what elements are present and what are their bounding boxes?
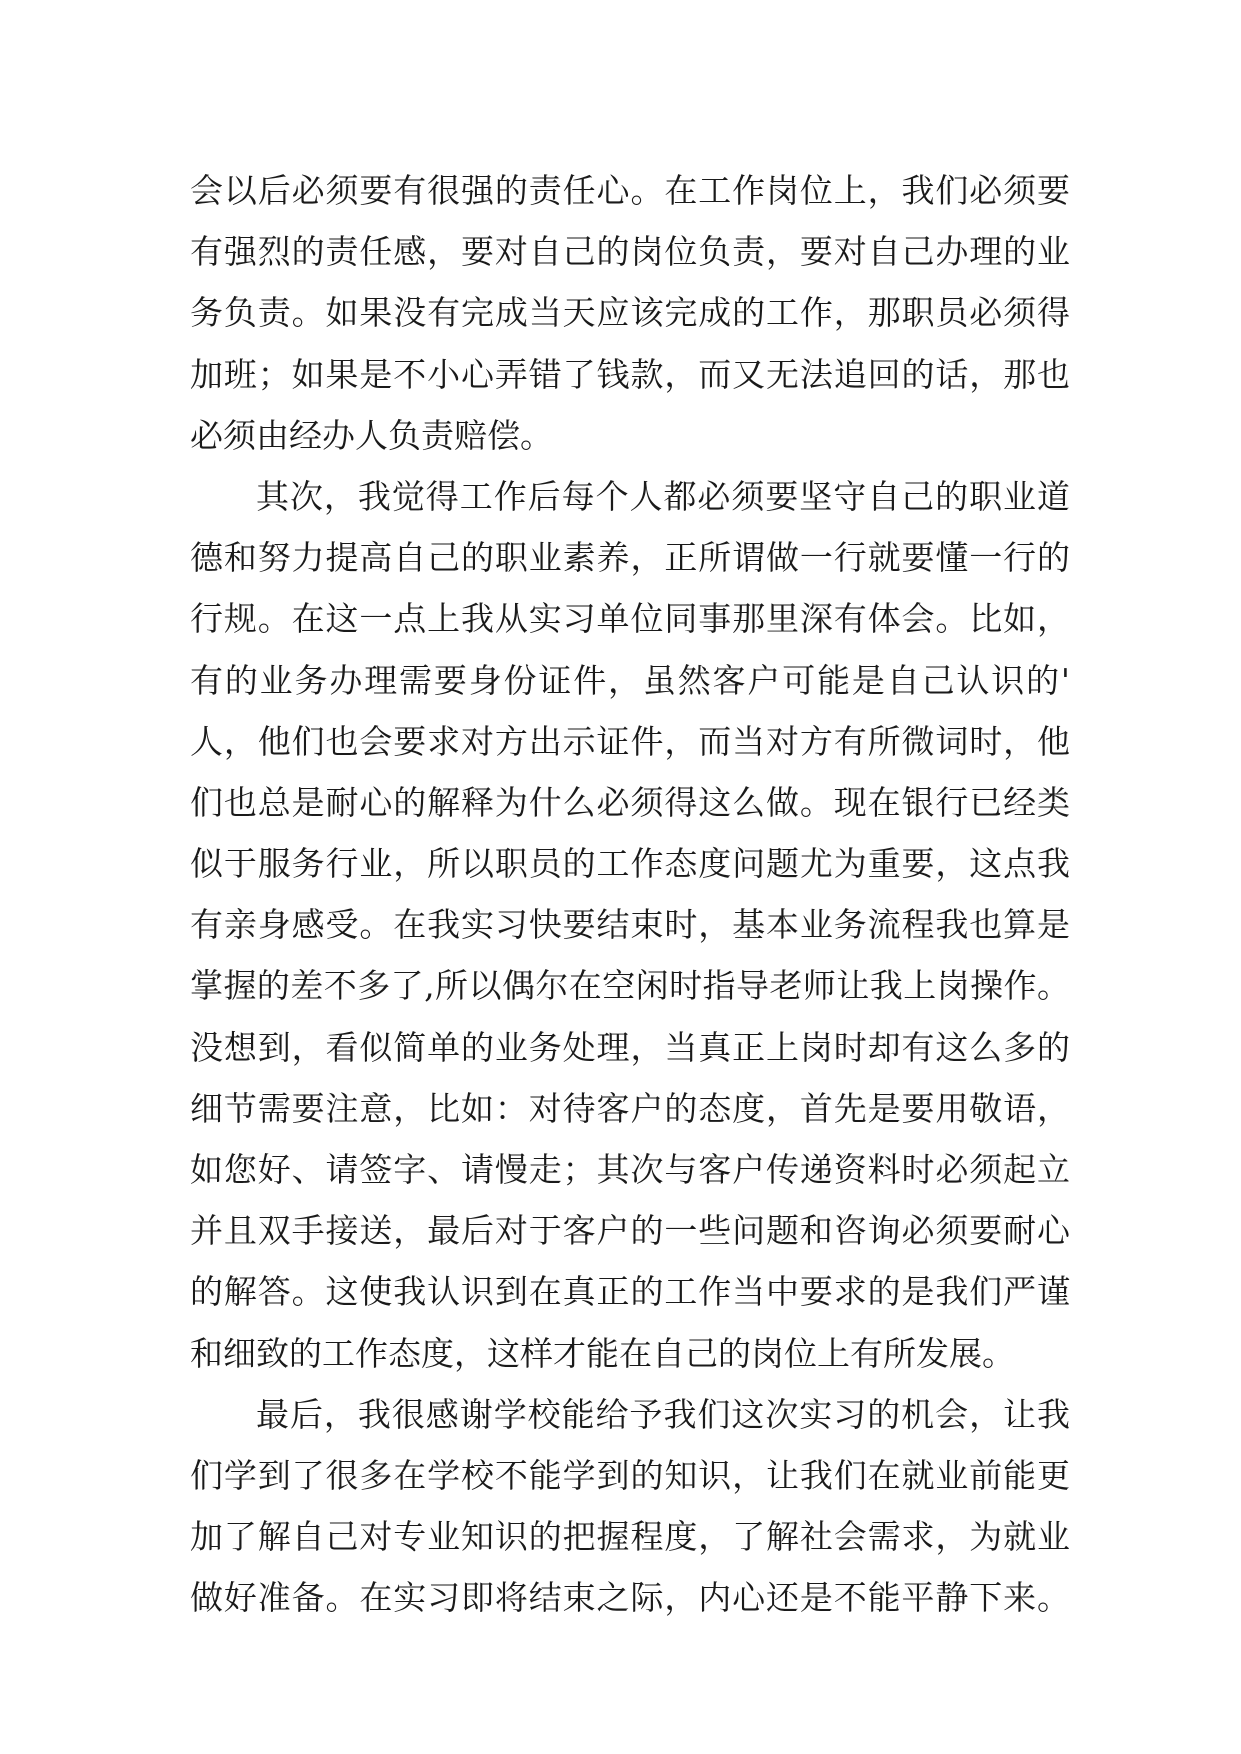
document-page	[190, 160, 1070, 1629]
text-line: 有强烈的责任感，要对自己的岗位负责，要对自己办理的业	[190, 232, 1070, 272]
text-line: 会以后必须要有很强的责任心。在工作岗位上，我们必须要	[190, 171, 1070, 210]
text-line: 最后，我很感谢学校能给予我们这次实习的机会，让我	[256, 1394, 1070, 1434]
text-line: 有的业务办理需要身份证件，虽然客户可能是自己认识的'	[190, 660, 1070, 700]
text-line: 似于服务行业，所以职员的工作态度问题尤为重要，这点我	[190, 844, 1070, 884]
text-line: 其次，我觉得工作后每个人都必须要坚守自己的职业道	[256, 476, 1070, 516]
text-line: 们学到了很多在学校不能学到的知识，让我们在就业前能更	[190, 1455, 1070, 1495]
text-line: 加了解自己对专业知识的把握程度，了解社会需求，为就业	[190, 1517, 1070, 1557]
text-line: 必须由经办人负责赔偿。	[190, 415, 553, 455]
text-line: 的解答。这使我认识到在真正的工作当中要求的是我们严谨	[190, 1272, 1070, 1312]
text-line: 加班；如果是不小心弄错了钱款，而又无法追回的话，那也	[190, 354, 1070, 394]
text-line: 没想到，看似简单的业务处理，当真正上岗时却有这么多的	[190, 1027, 1070, 1067]
text-line: 做好准备。在实习即将结束之际，内心还是不能平静下来。	[190, 1578, 1070, 1618]
text-line: 务负责。如果没有完成当天应该完成的工作，那职员必须得	[190, 293, 1070, 333]
text-line: 行规。在这一点上我从实习单位同事那里深有体会。比如，	[190, 599, 1070, 639]
text-line: 掌握的差不多了,所以偶尔在空闲时指导老师让我上岗操作。	[190, 966, 1070, 1006]
text-line: 德和努力提高自己的职业素养，正所谓做一行就要懂一行的	[190, 538, 1070, 578]
text-line: 和细致的工作态度，这样才能在自己的岗位上有所发展。	[190, 1333, 1015, 1373]
text-line: 并且双手接送，最后对于客户的一些问题和咨询必须要耐心	[190, 1211, 1070, 1251]
text-line: 细节需要注意，比如：对待客户的态度，首先是要用敬语，	[190, 1088, 1070, 1128]
text-line: 有亲身感受。在我实习快要结束时，基本业务流程我也算是	[190, 905, 1070, 945]
text-line: 们也总是耐心的解释为什么必须得这么做。现在银行已经类	[190, 782, 1070, 822]
text-line: 人，他们也会要求对方出示证件，而当对方有所微词时，他	[190, 721, 1070, 761]
text-line: 如您好、请签字、请慢走；其次与客户传递资料时必须起立	[190, 1150, 1070, 1189]
